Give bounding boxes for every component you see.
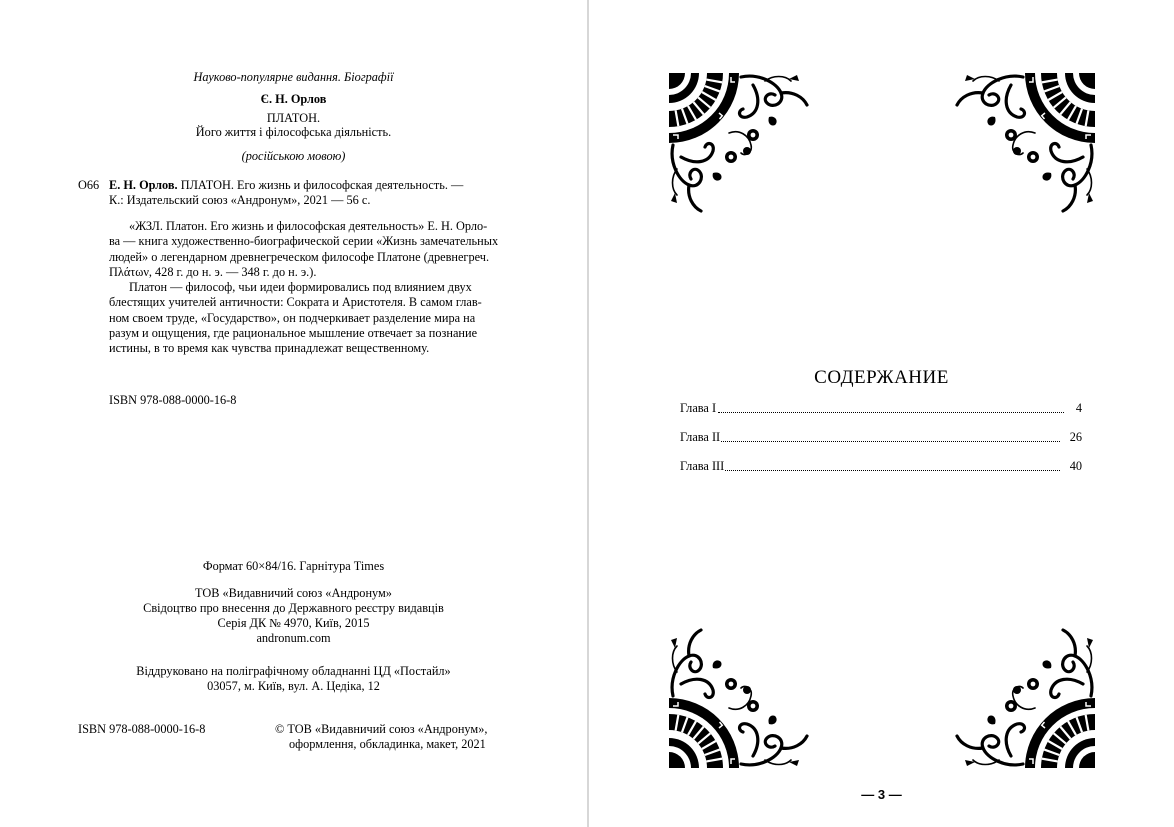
toc-entry[interactable] bbox=[680, 400, 1082, 416]
annotation-line: Платон — философ, чьи идеи формировались под влиянием двух bbox=[129, 280, 472, 295]
corner-ornament-top-left bbox=[669, 73, 809, 213]
series-number-line: Серія ДК № 4970, Київ, 2015 bbox=[217, 616, 370, 630]
catalog-author: Е. Н. Орлов. bbox=[109, 178, 178, 192]
toc-leader bbox=[724, 470, 1060, 471]
certificate-line: Свідоцтво про внесення до Державного реєстру видавців bbox=[143, 601, 444, 615]
page-number: — 3 — bbox=[861, 787, 902, 802]
copyright-line-2: оформлення, обкладинка, макет, 2021 bbox=[289, 737, 486, 751]
author-name: Є. Н. Орлов bbox=[260, 92, 327, 106]
toc-entry-label: Глава I bbox=[680, 401, 717, 415]
catalog-line-2: К.: Издательский союз «Андронум», 2021 — 56 с. bbox=[109, 193, 371, 207]
corner-ornament-bottom-right bbox=[955, 628, 1095, 768]
toc-entry[interactable] bbox=[680, 429, 1082, 445]
catalog-code: О66 bbox=[78, 178, 100, 192]
catalog-title: ПЛАТОН. Его жизнь и философская деятельность. — bbox=[177, 178, 464, 192]
annotation-line: ном своем труде, «Государство», он подчеркивает разделение мира на bbox=[109, 310, 476, 325]
corner-ornament-top-right bbox=[955, 73, 1095, 213]
corner-ornament-bottom-left bbox=[669, 628, 809, 768]
format-line: Формат 60×84/16. Гарнітура Times bbox=[202, 559, 385, 573]
printed-line: Віддруковано на поліграфічному обладнанні ЦД «Постайл» bbox=[136, 664, 451, 678]
website-line: andronum.com bbox=[256, 631, 331, 645]
annotation-line: «ЖЗЛ. Платон. Его жизнь и философская деятельность» Е. Н. Орло- bbox=[129, 219, 488, 233]
toc-entry-page: 26 bbox=[1069, 430, 1082, 444]
toc-entry-page: 4 bbox=[1075, 401, 1082, 415]
toc-entry-label: Глава III bbox=[680, 459, 725, 473]
series-line: Науково-популярне видання. Біографії bbox=[193, 70, 394, 84]
toc-entry-page: 40 bbox=[1069, 459, 1082, 473]
isbn-top: ISBN 978-088-0000-16-8 bbox=[109, 393, 237, 407]
address-line: 03057, м. Київ, вул. А. Цедіка, 12 bbox=[207, 679, 380, 693]
annotation bbox=[109, 219, 505, 357]
toc-title: СОДЕРЖАНИЕ bbox=[814, 367, 949, 388]
book-title: ПЛАТОН. bbox=[266, 111, 321, 125]
annotation-line: Πλάτων, 428 г. до н. э. — 348 г. до н. э.). bbox=[109, 264, 317, 279]
catalog-line-1 bbox=[109, 177, 463, 193]
toc-leader bbox=[718, 441, 1060, 442]
annotation-line: истины, в то время как чувства принадлежат вещественному. bbox=[109, 341, 430, 356]
publisher-line: ТОВ «Видавничий союз «Андронум» bbox=[195, 586, 392, 600]
book-subtitle: Його життя і філософська діяльність. bbox=[195, 125, 392, 139]
toc-entry[interactable] bbox=[680, 458, 1082, 474]
language-note: (російською мовою) bbox=[241, 149, 346, 163]
toc-entry-label: Глава II bbox=[680, 430, 721, 444]
copyright-line-1: © ТОВ «Видавничий союз «Андронум», bbox=[275, 722, 488, 736]
annotation-line: ва — книга художественно-биографической серии «Жизнь замечательных bbox=[109, 234, 499, 249]
toc-leader bbox=[718, 412, 1064, 413]
isbn-footer: ISBN 978-088-0000-16-8 bbox=[78, 722, 206, 736]
annotation-line: блестящих учителей античности: Сократа и Аристотеля. В самом глав- bbox=[109, 295, 482, 310]
annotation-line: разум и ощущения, где рациональное мышление отвечает за познание bbox=[109, 326, 478, 341]
annotation-line: людей» о легендарном древнегреческом философе Платоне (древнегреч. bbox=[109, 249, 490, 264]
